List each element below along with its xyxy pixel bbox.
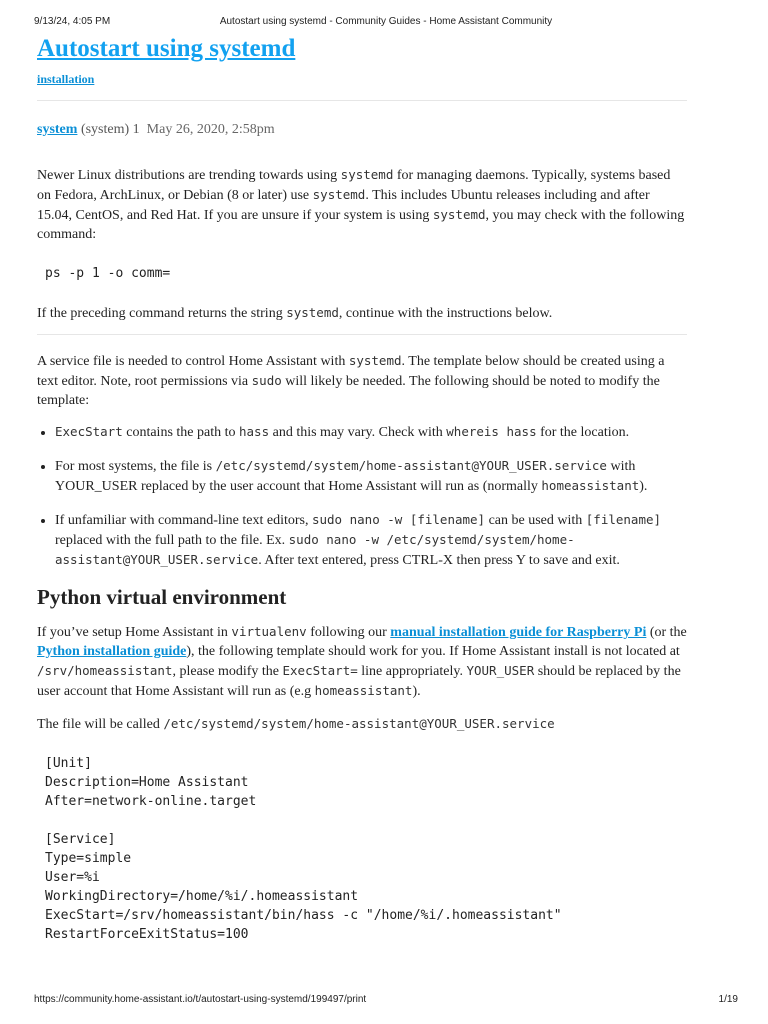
venv-text: If you’ve setup Home Assistant in	[37, 625, 232, 640]
inline-code: sudo nano -w [filename]	[311, 512, 486, 527]
followup-paragraph	[37, 303, 687, 323]
raspberry-pi-guide-link[interactable]: manual installation guide for Raspberry Pi	[390, 625, 647, 640]
post-number: 1	[132, 122, 140, 137]
inline-code: homeassistant	[314, 683, 413, 698]
venv-text: ).	[412, 684, 421, 699]
intro-text: Newer Linux distributions are trending towards using	[37, 168, 341, 183]
service-intro-text: A service file is needed to control Home Assistant with	[37, 354, 349, 369]
list-item	[55, 422, 687, 442]
list-text: If unfamiliar with command-line text editors,	[55, 513, 312, 528]
inline-code: ExecStart	[55, 424, 123, 439]
inline-code: [filename]	[585, 512, 662, 527]
print-url: https://community.home-assistant.io/t/autostart-using-systemd/199497/print	[34, 994, 367, 1005]
user-fullname: (system)	[80, 122, 130, 137]
python-guide-link[interactable]: Python installation guide	[37, 644, 187, 659]
inline-code: systemd	[286, 305, 339, 320]
print-page-title: Autostart using systemd - Community Guides - Home Assistant Community	[219, 16, 553, 27]
section-heading: Python virtual environment	[37, 585, 287, 609]
print-page-number: 1/19	[718, 994, 738, 1005]
service-intro-text: . The template below should be created using a text editor. Note, root permissions via	[37, 354, 665, 389]
inline-code: sudo nano -w /etc/systemd/system/home-assistant@YOUR_USER.service	[55, 532, 575, 567]
category-link[interactable]: installation	[37, 72, 95, 86]
inline-code: hass	[239, 424, 270, 439]
inline-code: systemd	[340, 167, 394, 182]
venv-text: , please modify the	[172, 664, 283, 679]
venv-text: should be replaced by the user account that Home Assistant will run as (e.g	[37, 664, 681, 699]
intro-text: . This includes Ubuntu releases including and after 15.04, CentOS, and Red Hat. If you are unsure if your system is using	[37, 188, 650, 223]
inline-code: sudo	[251, 373, 282, 388]
inline-code: /etc/systemd/system/home-assistant@YOUR_USER.service	[215, 458, 607, 473]
username-link[interactable]: system	[37, 122, 78, 137]
list-text: with YOUR_USER replaced by the user account that Home Assistant will run as (normally	[55, 459, 636, 494]
post-date: May 26, 2020, 2:58pm	[146, 122, 275, 137]
section-divider	[37, 334, 687, 335]
inline-code: /etc/systemd/system/home-assistant@YOUR_USER.service	[163, 716, 555, 731]
notes-list	[37, 422, 687, 570]
inline-code: YOUR_USER	[466, 663, 535, 678]
topic-title-link[interactable]: Autostart using systemd	[37, 35, 296, 62]
venv-text: line appropriately.	[357, 664, 467, 679]
list-text: and this may vary. Check with	[269, 425, 447, 440]
venv-text: following our	[306, 625, 391, 640]
inline-code: homeassistant	[541, 478, 640, 493]
list-text: ).	[639, 479, 648, 494]
inline-code: virtualenv	[231, 624, 307, 639]
venv-text: ), the following template should work for you. If Home Assistant install is not located at	[186, 644, 680, 659]
intro-paragraph	[37, 165, 687, 244]
inline-code: systemd	[312, 187, 366, 202]
venv-paragraph	[37, 622, 687, 701]
inline-code: ExecStart=	[282, 663, 358, 678]
inline-code: systemd	[348, 353, 402, 368]
list-text: For most systems, the file is	[55, 459, 216, 474]
check-command-block: ps -p 1 -o comm=	[45, 266, 171, 281]
followup-text: If the preceding command returns the string	[37, 306, 287, 321]
service-intro-text: will likely be needed. The following should be noted to modify the template:	[37, 374, 660, 408]
print-datetime: 9/13/24, 4:05 PM	[34, 16, 111, 27]
topic-content	[37, 34, 687, 944]
list-item	[55, 456, 687, 496]
list-item	[55, 510, 687, 570]
intro-text: , you may check with the following command:	[37, 208, 685, 242]
venv-text: (or the	[646, 625, 687, 640]
inline-code: /srv/homeassistant	[37, 663, 173, 678]
followup-text: , continue with the instructions below.	[338, 306, 553, 321]
inline-code: systemd	[432, 207, 486, 222]
post-meta	[37, 122, 687, 138]
title-divider	[37, 100, 687, 101]
list-text: for the location.	[536, 425, 630, 440]
inline-code: whereis hass	[446, 424, 537, 439]
list-text: contains the path to	[122, 425, 239, 440]
list-text: can be used with	[485, 513, 586, 528]
file-note-paragraph	[37, 714, 687, 734]
service-intro-paragraph	[37, 351, 687, 410]
intro-text: for managing daemons. Typically, systems based on Fedora, ArchLinux, or Debian (8 or later) use	[37, 168, 671, 203]
unit-file-code-block: [Unit] Description=Home Assistant After=network-online.target [Service] Type=simple User=%i WorkingDirectory=/home/%i/.homeassistant ExecStart=/srv/homeassistant/bin/hass -c "/home/%i/.homeassistant" RestartForceExitStatus=100	[45, 756, 562, 942]
file-note-text: The file will be called	[37, 717, 164, 732]
list-text: . After text entered, press CTRL-X then press Y to save and exit.	[258, 553, 620, 568]
list-text: replaced with the full path to the file. Ex.	[55, 533, 289, 548]
